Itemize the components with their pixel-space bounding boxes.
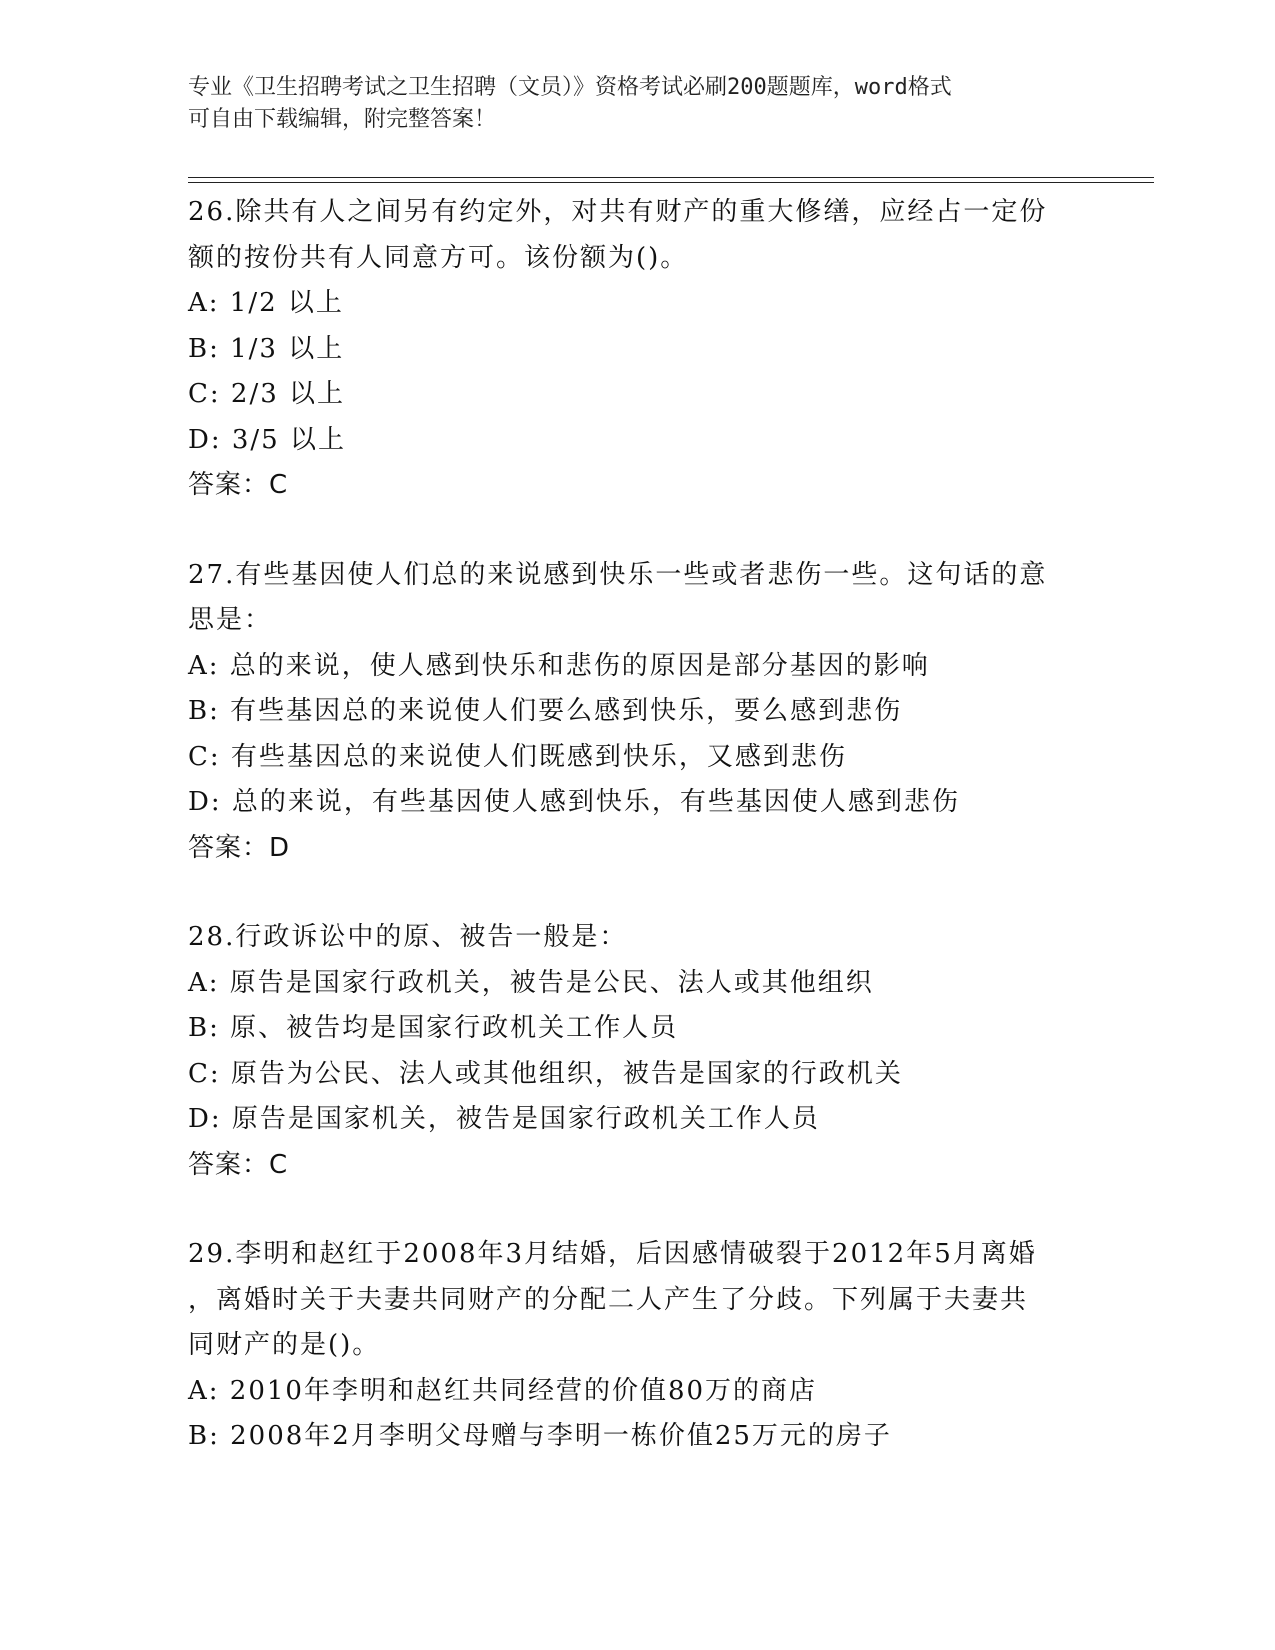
option-c: C: 原告为公民、法人或其他组织，被告是国家的行政机关: [188, 1058, 903, 1089]
option-b: B: 原、被告均是国家行政机关工作人员: [188, 1013, 679, 1043]
question-26: [188, 190, 1078, 509]
option-a: A: 原告是国家行政机关，被告是公民、法人或其他组织: [188, 967, 874, 998]
header-double-rule: [188, 177, 1154, 183]
option-b: B: 有些基因总的来说使人们要么感到快乐，要么感到悲伤: [188, 696, 903, 726]
question-stem-line: 29.李明和赵红于2008年3月结婚，后因感情破裂于2012年5月离婚: [188, 1239, 1037, 1269]
option-b: B: 1/3 以上: [188, 333, 345, 364]
question-28: [188, 915, 1078, 1188]
question-stem-line: 27.有些基因使人们总的来说感到快乐一些或者悲伤一些。这句话的意: [188, 559, 1048, 590]
option-d: D: 3/5 以上: [188, 424, 346, 455]
question-list: [188, 190, 1078, 1504]
option-b: B: 2008年2月李明父母赠与李明一栋价值25万元的房子: [188, 1421, 892, 1451]
option-a: A: 总的来说，使人感到快乐和悲伤的原因是部分基因的影响: [188, 650, 930, 681]
header-title-line-1: 专业《卫生招聘考试之卫生招聘（文员）》资格考试必刷200题题库，word格式: [188, 75, 952, 100]
option-a: A: 2010年李明和赵红共同经营的价值80万的商店: [188, 1375, 818, 1406]
option-d: D: 总的来说，有些基因使人感到快乐，有些基因使人感到悲伤: [188, 787, 960, 817]
question-stem-line: ，离婚时关于夫妻共同财产的分配二人产生了分歧。下列属于夫妻共: [188, 1284, 1029, 1315]
option-a: A: 1/2 以上: [188, 288, 344, 318]
question-29: [188, 1232, 1078, 1460]
page-header: [188, 72, 1068, 136]
option-c: C: 有些基因总的来说使人们既感到快乐，又感到悲伤: [188, 741, 847, 772]
answer-label: 答案：C: [188, 1149, 289, 1180]
question-27: [188, 553, 1078, 872]
answer-label: 答案：D: [188, 832, 291, 863]
question-stem-line: 同财产的是()。: [188, 1330, 381, 1360]
option-d: D: 原告是国家机关，被告是国家行政机关工作人员: [188, 1104, 820, 1134]
answer-label: 答案：C: [188, 470, 289, 500]
question-stem-line: 思是：: [188, 605, 273, 635]
question-stem-line: 26.除共有人之间另有约定外，对共有财产的重大修缮，应经占一定份: [188, 197, 1048, 227]
header-title-line-2: 可自由下载编辑，附完整答案！: [188, 107, 497, 132]
question-stem-line: 额的按份共有人同意方可。该份额为()。: [188, 242, 689, 273]
question-stem-line: 28.行政诉讼中的原、被告一般是：: [188, 922, 628, 952]
option-c: C: 2/3 以上: [188, 379, 346, 409]
